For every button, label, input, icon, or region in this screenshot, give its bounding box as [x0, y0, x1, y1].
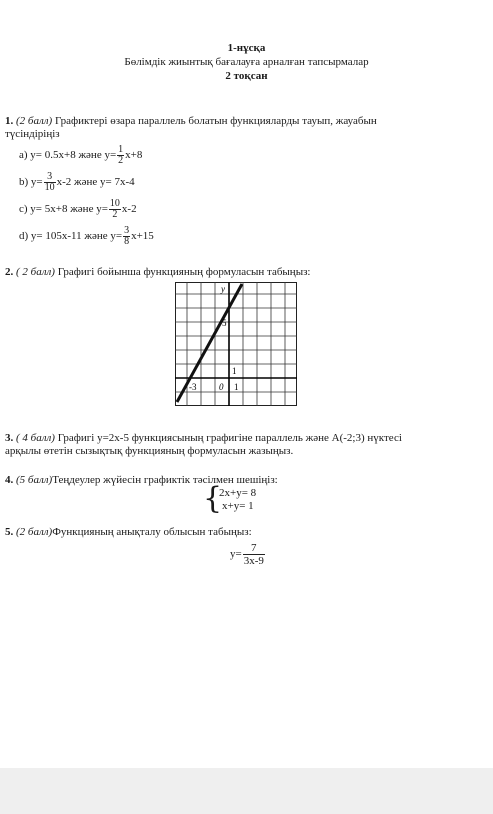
graph-tick-5: 5: [222, 318, 227, 328]
graph-y-label: y: [221, 284, 225, 294]
option-b-label: b): [19, 176, 29, 189]
task2-line-graph: [175, 282, 297, 406]
system-brace: {: [203, 481, 223, 516]
task4-points: (5 балл): [16, 474, 53, 486]
task2-points: ( 2 балл): [16, 266, 55, 278]
option-a-right: x+8: [125, 149, 143, 162]
option-b-fraction: [44, 172, 56, 193]
task4-number: 4.: [5, 474, 14, 486]
option-c-label: c): [19, 203, 28, 216]
task1-text-line2: түсіндіріңіз: [5, 128, 60, 140]
worksheet-subtitle: Бөлімдік жиынтық бағалауға арналған тапсырмалар: [124, 56, 369, 68]
task3-text: Графигі y=2x-5 функциясының графигіне параллель және A(-2;3) нүктесі: [57, 432, 402, 444]
formula-lhs: y=: [230, 548, 242, 561]
fraction-denominator: 2: [118, 155, 124, 166]
task4-text: Теңдеулер жүйесін графиктік тәсілмен шешіңіз:: [52, 474, 278, 486]
formula-fraction: [243, 542, 265, 567]
option-c-right: x-2: [121, 203, 137, 216]
task5-number: 5.: [5, 526, 14, 538]
option-a-left: y= 0.5x+8 және y=: [30, 149, 117, 162]
graph-tick-1-x: 1: [234, 382, 239, 392]
quarter-label: 2 тоқсан: [225, 70, 268, 82]
task3-text-line2: арқылы өтетін сызықтық функцияның формуласын жазыңыз.: [5, 445, 294, 457]
task3-heading: [5, 432, 488, 445]
task2-text: Графигі бойынша функцияның формуласын табыңыз:: [57, 266, 311, 278]
fraction-denominator: 2: [112, 209, 118, 220]
variant-title: 1-нұсқа: [227, 42, 266, 54]
graph-tick-minus-3: -3: [189, 382, 197, 392]
task1-number: 1.: [5, 115, 14, 127]
task1-points: (2 балл): [16, 115, 53, 127]
task5-text: Функцияның анықталу облысын табыңыз:: [52, 526, 252, 538]
task5-points: (2 балл): [16, 526, 53, 538]
option-b-left: y=: [30, 176, 43, 189]
graph-tick-1-y: 1: [232, 366, 237, 376]
option-c-fraction: [109, 199, 121, 220]
fraction-denominator: 3x-9: [243, 555, 264, 567]
graph-origin-label: 0: [219, 382, 224, 392]
task1-option-c: [19, 199, 137, 220]
fraction-numerator: 10: [109, 198, 120, 209]
task1-text: Графиктері өзара параллель болатын функцияларды тауып, жауабын: [54, 115, 377, 127]
task3-points: ( 4 балл): [16, 432, 55, 444]
option-d-left: y= 105x-11 және y=: [30, 230, 123, 243]
fraction-denominator: 8: [124, 236, 130, 247]
option-a-fraction: [117, 145, 124, 166]
task1-option-d: [19, 226, 154, 247]
option-d-right: x+15: [131, 230, 154, 243]
task1-heading: [5, 115, 488, 128]
option-d-fraction: [123, 226, 130, 247]
fraction-numerator: 1: [118, 144, 124, 155]
option-c-left: y= 5x+8 және y=: [30, 203, 108, 216]
task2-number: 2.: [5, 266, 14, 278]
task3-number: 3.: [5, 432, 14, 444]
fraction-numerator: 3: [44, 172, 56, 183]
task1-option-a: [19, 145, 142, 166]
option-b-right: x-2 және y= 7x-4: [56, 176, 135, 189]
task5-formula: [230, 542, 266, 567]
fraction-denominator: 10: [44, 182, 55, 193]
system-equation-1: 2x+y= 8: [219, 487, 257, 499]
option-d-label: d): [19, 230, 29, 243]
task1-option-b: [19, 172, 135, 193]
task2-heading: [5, 266, 311, 279]
fraction-numerator: 3: [124, 225, 130, 236]
system-equation-2: x+y= 1: [222, 500, 254, 512]
fraction-numerator: 7: [243, 542, 265, 555]
task4-heading: [5, 474, 278, 487]
task5-heading: [5, 526, 252, 539]
option-a-label: a): [19, 149, 28, 162]
